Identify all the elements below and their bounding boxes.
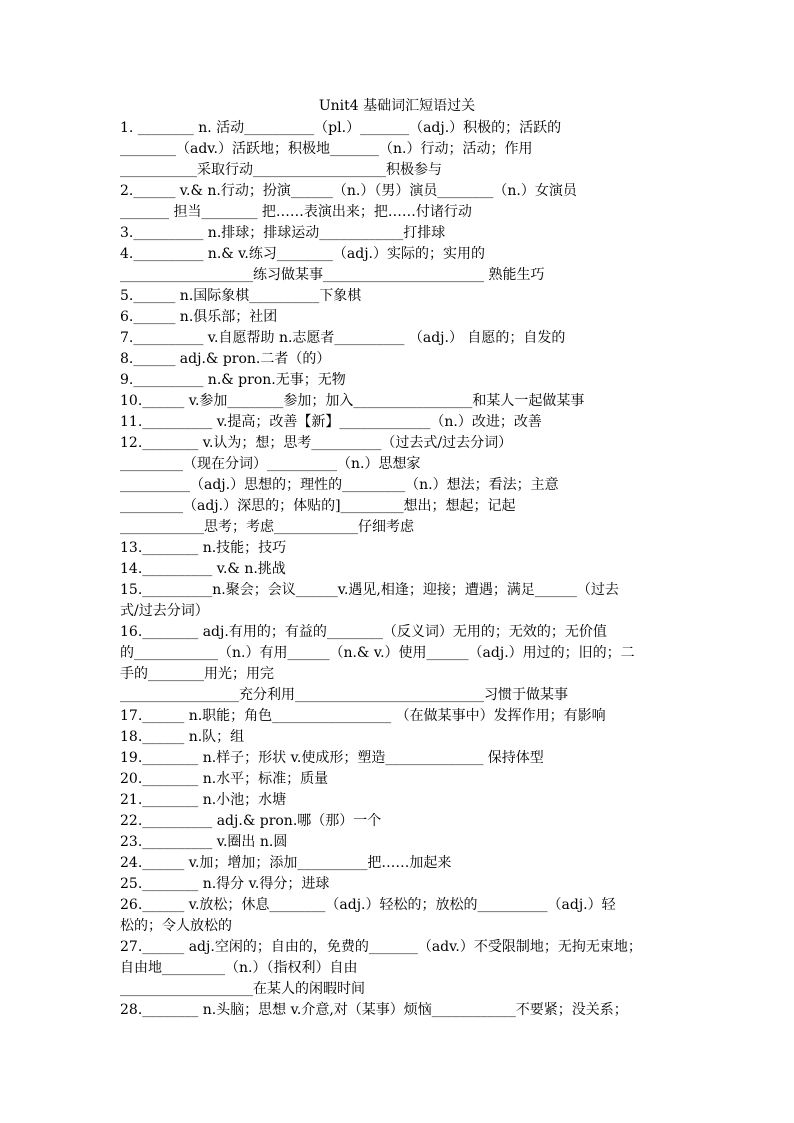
vocab-line: 27.______ adj.空闲的；自由的，免费的_______（adv.）不受限制地；无拘无束地； — [120, 939, 642, 955]
vocab-line: 4.__________ n.& v.练习________（adj.）实际的；实用的 — [120, 246, 485, 262]
vocabulary-list — [120, 118, 680, 1021]
vocab-line: 28.________ n.头脑；思想 v.介意,对（某事）烦恼____________不要紧；没关系； — [120, 1002, 628, 1018]
vocab-line: 手的________用光；用完 — [120, 666, 274, 682]
vocab-line: 25.________ n.得分 v.得分；进球 — [120, 876, 330, 892]
vocab-line: 10.______ v.参加________参加；加入_________________和某人一起做某事 — [120, 393, 585, 409]
vocab-line: 23.__________ v.圈出 n.圆 — [120, 834, 288, 850]
vocab-line: 的____________（n.）有用______（n.& v.）使用______（adj.）用过的；旧的；二 — [120, 645, 635, 661]
vocab-line: 24.______ v.加；增加；添加__________把……加起来 — [120, 855, 452, 871]
vocab-line: 3.__________ n.排球；排球运动____________打排球 — [120, 225, 446, 241]
vocab-line: __________（adj.）思想的；理性的_________（n.）想法；看法；主意 — [120, 477, 559, 493]
vocab-line: 5.______ n.国际象棋__________下象棋 — [120, 288, 362, 304]
vocab-line: _________（adj.）深思的；体贴的]_________想出；想起；记起 — [120, 498, 516, 514]
vocab-line: 11.__________ v.提高；改善【新】_____________（n.）改进；改善 — [120, 414, 542, 430]
vocab-line: 18.______ n.队；组 — [120, 729, 245, 745]
vocab-line: ________（adv.）活跃地；积极地_______（n.）行动；活动；作用 — [120, 141, 533, 157]
vocab-line: ____________思考；考虑____________仔细考虑 — [120, 519, 414, 535]
vocab-line: 26.______ v.放松；休息________（adj.）轻松的；放松的__________（adj.）轻 — [120, 897, 616, 913]
vocab-line: 22.__________ adj.& pron.哪（那）一个 — [120, 813, 382, 829]
vocab-line: 松的；令人放松的 — [120, 918, 232, 934]
vocab-line: 13.________ n.技能；技巧 — [120, 540, 287, 556]
vocab-line: 式/过去分词） — [120, 603, 209, 619]
vocab-line: 15.__________n.聚会；会议______v.遇见,相逢；迎接；遭遇；满足______（过去 — [120, 582, 619, 598]
vocab-line: 21.________ n.小池；水塘 — [120, 792, 287, 808]
vocab-line: 7.__________ v.自愿帮助 n.志愿者__________ （adj.） 自愿的；自发的 — [120, 330, 566, 346]
vocab-line: 1. ________ n. 活动__________（pl.）_______（adj.）积极的；活跃的 — [120, 120, 562, 136]
vocab-line: 9.__________ n.& pron.无事；无物 — [120, 372, 346, 388]
vocab-line: ___________________在某人的闲暇时间 — [120, 981, 365, 997]
vocab-line: 自由地_________（n.）（指权利）自由 — [120, 960, 358, 976]
vocab-line: 8.______ adj.& pron.二者（的） — [120, 351, 331, 367]
vocab-line: 17.______ n.职能；角色_________________ （在做某事中）发挥作用；有影响 — [120, 708, 606, 724]
vocab-line: 14.__________ v.& n.挑战 — [120, 561, 286, 577]
vocab-line: _________________充分利用___________________________习惯于做某事 — [120, 687, 568, 703]
vocab-line: ___________________练习做某事_______________________ 熟能生巧 — [120, 267, 545, 283]
vocab-line: 19.________ n.样子；形状 v.使成形；塑造______________ 保持体型 — [120, 750, 544, 766]
vocab-line: 12.________ v.认为；想；思考__________（过去式/过去分词） — [120, 435, 513, 451]
vocab-line: 16.________ adj.有用的；有益的________（反义词）无用的；无效的；无价值 — [120, 624, 607, 640]
vocab-line: ___________采取行动___________________积极参与 — [120, 162, 442, 178]
vocab-line: 2.______ v.& n.行动；扮演______（n.）（男）演员________（n.）女演员 — [120, 183, 577, 199]
vocab-line: _______ 担当________ 把……表演出来；把……付诸行动 — [120, 204, 472, 220]
worksheet-title: Unit4 基础词汇短语过关 — [318, 98, 476, 114]
vocab-line: 6.______ n.俱乐部；社团 — [120, 309, 278, 325]
vocab-line: _________（现在分词）__________（n.）思想家 — [120, 456, 421, 472]
vocab-line: 20.________ n.水平；标准；质量 — [120, 771, 329, 787]
